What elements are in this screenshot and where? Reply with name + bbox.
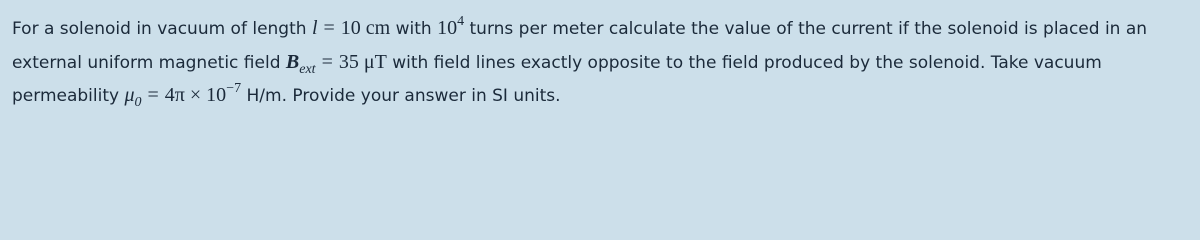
line3-rest: H/m. Provide your answer in SI units. — [241, 86, 561, 106]
length-symbol: l — [311, 17, 318, 39]
question-line-2 — [12, 46, 1188, 80]
mu-value-base: 4π × 10 — [164, 84, 227, 106]
field-subscript: ext — [299, 61, 316, 77]
equals-sign: = — [323, 17, 335, 39]
turns-exponent: 4 — [457, 14, 465, 29]
line1-rest: turns per meter calculate the value of the current if the solenoid is placed in an — [464, 19, 1148, 39]
field-symbol: B — [285, 50, 300, 73]
line3-intro: permeability — [12, 86, 125, 106]
line2-intro: external uniform magnetic field — [12, 52, 286, 73]
equals-sign: = — [321, 50, 333, 73]
question-line-1 — [12, 12, 1188, 46]
mu-subscript: 0 — [134, 95, 142, 110]
line2-rest: with field lines exactly opposite to the field produced by the solenoid. Take vacuum — [386, 52, 1102, 73]
mu-symbol: μ — [124, 84, 135, 106]
line1-intro: For a solenoid in vacuum of length — [12, 19, 312, 39]
mu-value-exponent: −7 — [226, 81, 242, 96]
turns-base: 10 — [437, 17, 458, 39]
with-text: with — [390, 19, 438, 39]
length-value: 10 cm — [340, 17, 391, 39]
equals-sign: = — [147, 84, 159, 106]
field-value: 35 μT — [338, 50, 387, 73]
question-line-3 — [12, 79, 1188, 113]
